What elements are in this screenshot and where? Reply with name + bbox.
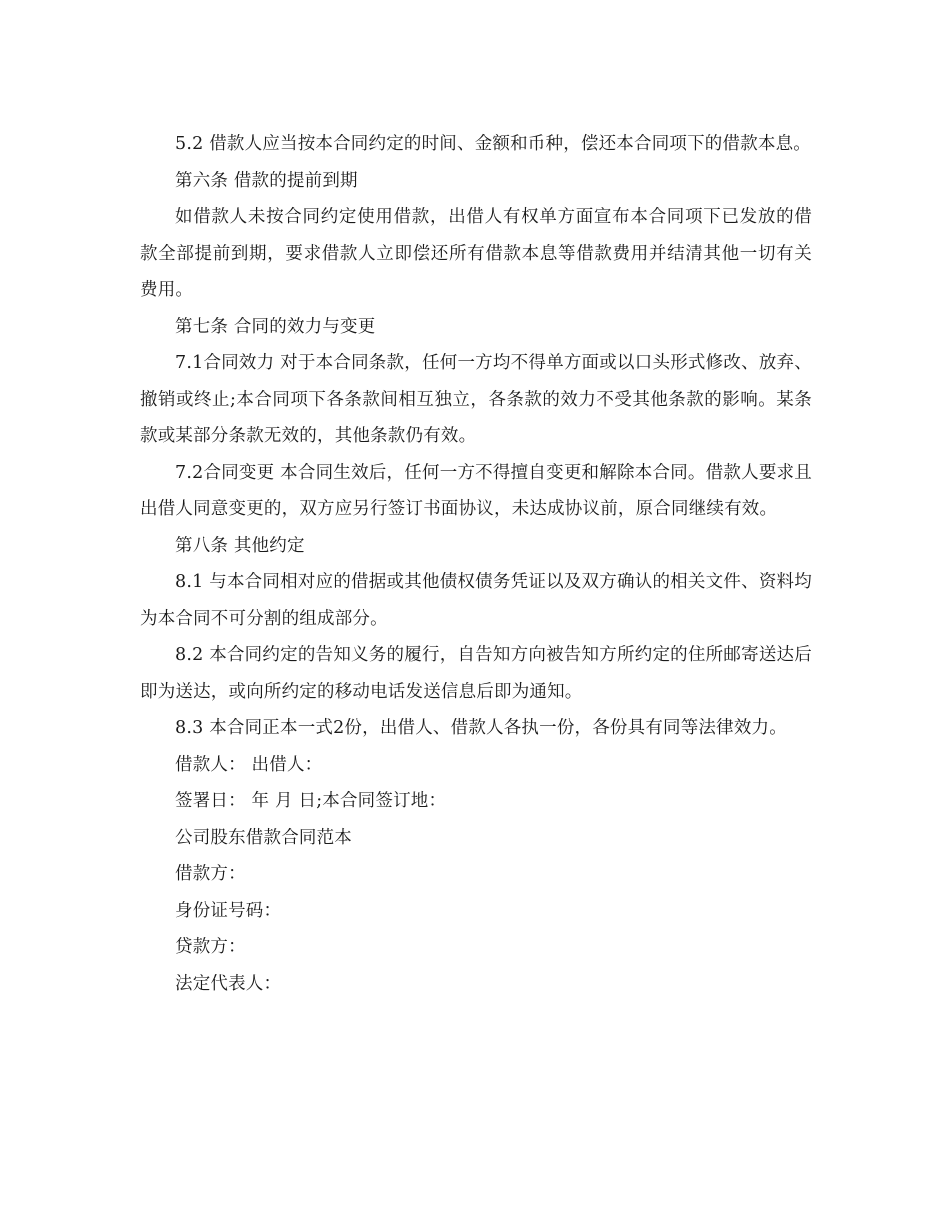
id-number-field: 身份证号码：	[175, 900, 282, 921]
legal-representative-field: 法定代表人：	[175, 973, 282, 994]
document-body	[140, 126, 812, 1002]
clause-7-1: 7.1合同效力 对于本合同条款，任何一方均不得单方面或以口头形式修改、放弃、撤销或终止;本合同项下各条款间相互独立，各条款的效力不受其他条款的影响。某条款或某部分条款无效的，其他条款仍有效。	[140, 353, 812, 446]
lender-field: 贷款方：	[175, 937, 246, 957]
clause-8-3: 8.3 本合同正本一式2份，出借人、借款人各执一份，各份具有同等法律效力。	[175, 718, 787, 738]
article-8-heading: 第八条 其他约定	[175, 535, 305, 556]
borrower-field: 借款方：	[175, 864, 246, 884]
clause-7-2: 7.2合同变更 本合同生效后，任何一方不得擅自变更和解除本合同。借款人要求且出借人同意变更的，双方应另行签订书面协议，未达成协议前，原合同继续有效。	[140, 462, 812, 519]
signing-date-line: 签署日： 年 月 日;本合同签订地：	[175, 791, 447, 811]
article-6-text: 如借款人未按合同约定使用借款，出借人有权单方面宣布本合同项下已发放的借款全部提前到期，要求借款人立即偿还所有借款本息等借款费用并结清其他一切有关费用。	[140, 207, 812, 300]
clause-8-1: 8.1 与本合同相对应的借据或其他债权债务凭证以及双方确认的相关文件、资料均为本合同不可分割的组成部分。	[140, 572, 812, 629]
article-6-heading: 第六条 借款的提前到期	[175, 170, 358, 191]
article-7-heading: 第七条 合同的效力与变更	[175, 316, 376, 337]
template-title: 公司股东借款合同范本	[175, 827, 352, 848]
clause-8-2: 8.2 本合同约定的告知义务的履行，自告知方向被告知方所约定的住所邮寄送达后即为送达，或向所约定的移动电话发送信息后即为通知。	[140, 645, 812, 702]
signature-parties-line: 借款人： 出借人：	[175, 754, 323, 775]
clause-5-2: 5.2 借款人应当按本合同约定的时间、金额和币种，偿还本合同项下的借款本息。	[175, 134, 811, 154]
